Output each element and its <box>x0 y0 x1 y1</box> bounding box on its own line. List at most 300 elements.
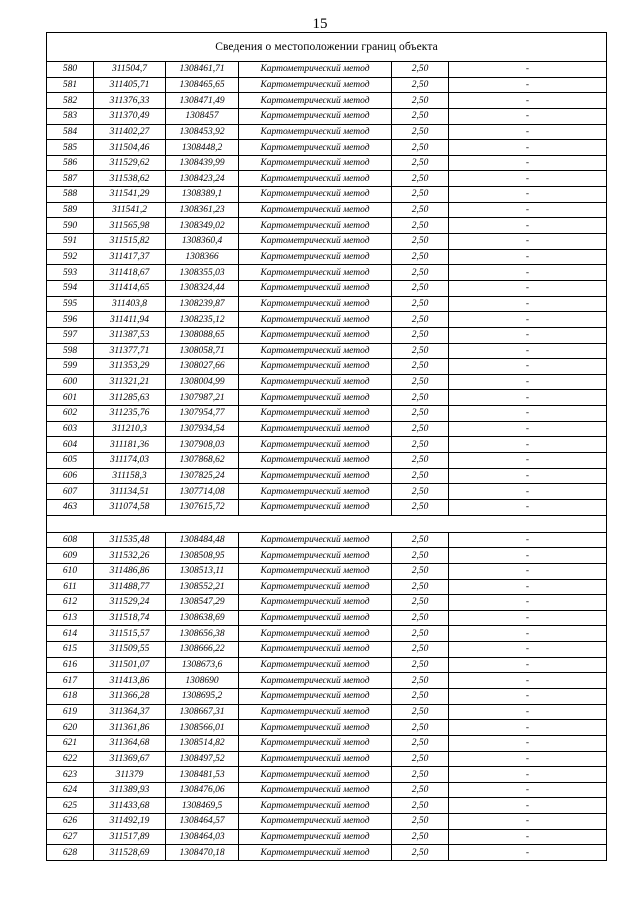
table-row <box>47 563 607 579</box>
precision-cell: 2,50 <box>392 249 449 265</box>
precision-cell: 2,50 <box>392 437 449 453</box>
point-number-cell: 596 <box>47 312 94 328</box>
description-cell: - <box>449 610 607 626</box>
description-cell: - <box>449 453 607 469</box>
point-number-cell: 601 <box>47 390 94 406</box>
precision-cell: 2,50 <box>392 124 449 140</box>
x-coordinate-cell: 311370,49 <box>94 108 166 124</box>
x-coordinate-cell: 311366,28 <box>94 688 166 704</box>
x-coordinate-cell: 311433,68 <box>94 798 166 814</box>
method-cell: Картометрический метод <box>239 374 392 390</box>
table-row <box>47 437 607 453</box>
method-cell: Картометрический метод <box>239 735 392 751</box>
method-cell: Картометрический метод <box>239 296 392 312</box>
table-title: Сведения о местоположении границ объекта <box>47 33 607 62</box>
precision-cell: 2,50 <box>392 187 449 203</box>
y-coordinate-cell: 1308355,03 <box>166 265 239 281</box>
precision-cell: 2,50 <box>392 327 449 343</box>
table-row <box>47 390 607 406</box>
description-cell: - <box>449 421 607 437</box>
table-row <box>47 187 607 203</box>
point-number-cell: 621 <box>47 735 94 751</box>
precision-cell: 2,50 <box>392 390 449 406</box>
point-number-cell: 622 <box>47 751 94 767</box>
precision-cell: 2,50 <box>392 234 449 250</box>
table-row <box>47 327 607 343</box>
point-number-cell: 624 <box>47 782 94 798</box>
x-coordinate-cell: 311389,93 <box>94 782 166 798</box>
x-coordinate-cell: 311509,55 <box>94 642 166 658</box>
y-coordinate-cell: 1307908,03 <box>166 437 239 453</box>
y-coordinate-cell: 1308461,71 <box>166 62 239 78</box>
method-cell: Картометрический метод <box>239 845 392 861</box>
x-coordinate-cell: 311565,98 <box>94 218 166 234</box>
precision-cell: 2,50 <box>392 704 449 720</box>
point-number-cell: 613 <box>47 610 94 626</box>
precision-cell: 2,50 <box>392 642 449 658</box>
method-cell: Картометрический метод <box>239 688 392 704</box>
point-number-cell: 625 <box>47 798 94 814</box>
description-cell: - <box>449 343 607 359</box>
y-coordinate-cell: 1308239,87 <box>166 296 239 312</box>
table-row <box>47 343 607 359</box>
description-cell: - <box>449 187 607 203</box>
table-row <box>47 171 607 187</box>
y-coordinate-cell: 1308656,38 <box>166 626 239 642</box>
precision-cell: 2,50 <box>392 343 449 359</box>
y-coordinate-cell: 1307954,77 <box>166 406 239 422</box>
x-coordinate-cell: 311528,69 <box>94 845 166 861</box>
group-separator-row <box>47 515 607 532</box>
point-number-cell: 615 <box>47 642 94 658</box>
y-coordinate-cell: 1308513,11 <box>166 563 239 579</box>
y-coordinate-cell: 1308471,49 <box>166 93 239 109</box>
point-number-cell: 605 <box>47 453 94 469</box>
y-coordinate-cell: 1308423,24 <box>166 171 239 187</box>
precision-cell: 2,50 <box>392 484 449 500</box>
method-cell: Картометрический метод <box>239 499 392 515</box>
point-number-cell: 620 <box>47 720 94 736</box>
y-coordinate-cell: 1308566,01 <box>166 720 239 736</box>
precision-cell: 2,50 <box>392 202 449 218</box>
point-number-cell: 627 <box>47 829 94 845</box>
description-cell: - <box>449 62 607 78</box>
y-coordinate-cell: 1308360,4 <box>166 234 239 250</box>
description-cell: - <box>449 359 607 375</box>
description-cell: - <box>449 657 607 673</box>
y-coordinate-cell: 1308361,23 <box>166 202 239 218</box>
table-row <box>47 155 607 171</box>
method-cell: Картометрический метод <box>239 93 392 109</box>
x-coordinate-cell: 311402,27 <box>94 124 166 140</box>
precision-cell: 2,50 <box>392 312 449 328</box>
table-row <box>47 657 607 673</box>
point-number-cell: 597 <box>47 327 94 343</box>
precision-cell: 2,50 <box>392 767 449 783</box>
precision-cell: 2,50 <box>392 218 449 234</box>
point-number-cell: 582 <box>47 93 94 109</box>
table-row <box>47 249 607 265</box>
y-coordinate-cell: 1308667,31 <box>166 704 239 720</box>
x-coordinate-cell: 311418,67 <box>94 265 166 281</box>
precision-cell: 2,50 <box>392 610 449 626</box>
y-coordinate-cell: 1308465,65 <box>166 77 239 93</box>
method-cell: Картометрический метод <box>239 548 392 564</box>
description-cell: - <box>449 845 607 861</box>
point-number-cell: 585 <box>47 140 94 156</box>
precision-cell: 2,50 <box>392 579 449 595</box>
table-row <box>47 359 607 375</box>
x-coordinate-cell: 311321,21 <box>94 374 166 390</box>
precision-cell: 2,50 <box>392 406 449 422</box>
description-cell: - <box>449 484 607 500</box>
x-coordinate-cell: 311488,77 <box>94 579 166 595</box>
point-number-cell: 586 <box>47 155 94 171</box>
precision-cell: 2,50 <box>392 155 449 171</box>
method-cell: Картометрический метод <box>239 265 392 281</box>
point-number-cell: 581 <box>47 77 94 93</box>
description-cell: - <box>449 296 607 312</box>
method-cell: Картометрический метод <box>239 202 392 218</box>
x-coordinate-cell: 311403,8 <box>94 296 166 312</box>
description-cell: - <box>449 218 607 234</box>
table-row <box>47 720 607 736</box>
description-cell: - <box>449 249 607 265</box>
description-cell: - <box>449 234 607 250</box>
precision-cell: 2,50 <box>392 453 449 469</box>
boundary-table-container <box>46 32 606 861</box>
description-cell: - <box>449 93 607 109</box>
table-row <box>47 610 607 626</box>
description-cell: - <box>449 595 607 611</box>
point-number-cell: 604 <box>47 437 94 453</box>
table-row <box>47 77 607 93</box>
table-row <box>47 93 607 109</box>
x-coordinate-cell: 311541,29 <box>94 187 166 203</box>
method-cell: Картометрический метод <box>239 421 392 437</box>
method-cell: Картометрический метод <box>239 155 392 171</box>
description-cell: - <box>449 77 607 93</box>
method-cell: Картометрический метод <box>239 171 392 187</box>
point-number-cell: 617 <box>47 673 94 689</box>
x-coordinate-cell: 311174,03 <box>94 453 166 469</box>
point-number-cell: 607 <box>47 484 94 500</box>
table-row <box>47 265 607 281</box>
x-coordinate-cell: 311361,86 <box>94 720 166 736</box>
table-body <box>47 33 607 861</box>
method-cell: Картометрический метод <box>239 280 392 296</box>
x-coordinate-cell: 311417,37 <box>94 249 166 265</box>
method-cell: Картометрический метод <box>239 751 392 767</box>
precision-cell: 2,50 <box>392 296 449 312</box>
page-number: 15 <box>312 16 328 32</box>
table-row <box>47 595 607 611</box>
x-coordinate-cell: 311515,57 <box>94 626 166 642</box>
method-cell: Картометрический метод <box>239 249 392 265</box>
point-number-cell: 623 <box>47 767 94 783</box>
method-cell: Картометрический метод <box>239 704 392 720</box>
description-cell: - <box>449 280 607 296</box>
table-row <box>47 579 607 595</box>
point-number-cell: 612 <box>47 595 94 611</box>
table-row <box>47 626 607 642</box>
x-coordinate-cell: 311364,68 <box>94 735 166 751</box>
description-cell: - <box>449 673 607 689</box>
precision-cell: 2,50 <box>392 93 449 109</box>
point-number-cell: 616 <box>47 657 94 673</box>
precision-cell: 2,50 <box>392 499 449 515</box>
table-row <box>47 814 607 830</box>
x-coordinate-cell: 311517,89 <box>94 829 166 845</box>
method-cell: Картометрический метод <box>239 782 392 798</box>
precision-cell: 2,50 <box>392 532 449 548</box>
point-number-cell: 628 <box>47 845 94 861</box>
table-row <box>47 202 607 218</box>
precision-cell: 2,50 <box>392 140 449 156</box>
description-cell: - <box>449 171 607 187</box>
description-cell: - <box>449 579 607 595</box>
x-coordinate-cell: 311387,53 <box>94 327 166 343</box>
point-number-cell: 619 <box>47 704 94 720</box>
description-cell: - <box>449 155 607 171</box>
point-number-cell: 587 <box>47 171 94 187</box>
x-coordinate-cell: 311364,37 <box>94 704 166 720</box>
x-coordinate-cell: 311158,3 <box>94 468 166 484</box>
y-coordinate-cell: 1308552,21 <box>166 579 239 595</box>
table-row <box>47 108 607 124</box>
x-coordinate-cell: 311405,71 <box>94 77 166 93</box>
table-row <box>47 798 607 814</box>
method-cell: Картометрический метод <box>239 390 392 406</box>
description-cell: - <box>449 108 607 124</box>
table-row <box>47 829 607 845</box>
point-number-cell: 608 <box>47 532 94 548</box>
description-cell: - <box>449 437 607 453</box>
description-cell: - <box>449 563 607 579</box>
x-coordinate-cell: 311210,3 <box>94 421 166 437</box>
x-coordinate-cell: 311379 <box>94 767 166 783</box>
description-cell: - <box>449 548 607 564</box>
y-coordinate-cell: 1308366 <box>166 249 239 265</box>
method-cell: Картометрический метод <box>239 798 392 814</box>
method-cell: Картометрический метод <box>239 767 392 783</box>
table-row <box>47 468 607 484</box>
x-coordinate-cell: 311411,94 <box>94 312 166 328</box>
point-number-cell: 606 <box>47 468 94 484</box>
table-title-row <box>47 33 607 62</box>
y-coordinate-cell: 1307868,62 <box>166 453 239 469</box>
method-cell: Картометрический метод <box>239 579 392 595</box>
point-number-cell: 580 <box>47 62 94 78</box>
table-row <box>47 548 607 564</box>
table-row <box>47 312 607 328</box>
y-coordinate-cell: 1308514,82 <box>166 735 239 751</box>
y-coordinate-cell: 1308481,53 <box>166 767 239 783</box>
precision-cell: 2,50 <box>392 374 449 390</box>
x-coordinate-cell: 311486,86 <box>94 563 166 579</box>
description-cell: - <box>449 532 607 548</box>
y-coordinate-cell: 1308695,2 <box>166 688 239 704</box>
description-cell: - <box>449 829 607 845</box>
point-number-cell: 611 <box>47 579 94 595</box>
precision-cell: 2,50 <box>392 720 449 736</box>
point-number-cell: 584 <box>47 124 94 140</box>
method-cell: Картометрический метод <box>239 327 392 343</box>
y-coordinate-cell: 1308457 <box>166 108 239 124</box>
y-coordinate-cell: 1308464,57 <box>166 814 239 830</box>
precision-cell: 2,50 <box>392 563 449 579</box>
method-cell: Картометрический метод <box>239 453 392 469</box>
x-coordinate-cell: 311413,86 <box>94 673 166 689</box>
description-cell: - <box>449 202 607 218</box>
y-coordinate-cell: 1308666,22 <box>166 642 239 658</box>
boundary-coordinates-table <box>46 32 607 861</box>
description-cell: - <box>449 798 607 814</box>
point-number-cell: 591 <box>47 234 94 250</box>
precision-cell: 2,50 <box>392 265 449 281</box>
table-row <box>47 62 607 78</box>
y-coordinate-cell: 1308088,65 <box>166 327 239 343</box>
x-coordinate-cell: 311529,24 <box>94 595 166 611</box>
description-cell: - <box>449 782 607 798</box>
x-coordinate-cell: 311529,62 <box>94 155 166 171</box>
method-cell: Картометрический метод <box>239 108 392 124</box>
table-row <box>47 673 607 689</box>
x-coordinate-cell: 311376,33 <box>94 93 166 109</box>
method-cell: Картометрический метод <box>239 720 392 736</box>
description-cell: - <box>449 767 607 783</box>
x-coordinate-cell: 311504,46 <box>94 140 166 156</box>
point-number-cell: 583 <box>47 108 94 124</box>
x-coordinate-cell: 311541,2 <box>94 202 166 218</box>
point-number-cell: 463 <box>47 499 94 515</box>
x-coordinate-cell: 311377,71 <box>94 343 166 359</box>
description-cell: - <box>449 406 607 422</box>
method-cell: Картометрический метод <box>239 187 392 203</box>
x-coordinate-cell: 311504,7 <box>94 62 166 78</box>
table-row <box>47 688 607 704</box>
precision-cell: 2,50 <box>392 108 449 124</box>
method-cell: Картометрический метод <box>239 829 392 845</box>
precision-cell: 2,50 <box>392 657 449 673</box>
table-row <box>47 845 607 861</box>
point-number-cell: 594 <box>47 280 94 296</box>
table-row <box>47 499 607 515</box>
y-coordinate-cell: 1307987,21 <box>166 390 239 406</box>
method-cell: Картометрический метод <box>239 532 392 548</box>
y-coordinate-cell: 1308470,18 <box>166 845 239 861</box>
x-coordinate-cell: 311532,26 <box>94 548 166 564</box>
method-cell: Картометрический метод <box>239 343 392 359</box>
method-cell: Картометрический метод <box>239 62 392 78</box>
precision-cell: 2,50 <box>392 814 449 830</box>
method-cell: Картометрический метод <box>239 218 392 234</box>
method-cell: Картометрический метод <box>239 673 392 689</box>
x-coordinate-cell: 311538,62 <box>94 171 166 187</box>
description-cell: - <box>449 688 607 704</box>
table-row <box>47 296 607 312</box>
precision-cell: 2,50 <box>392 798 449 814</box>
precision-cell: 2,50 <box>392 673 449 689</box>
point-number-cell: 610 <box>47 563 94 579</box>
precision-cell: 2,50 <box>392 782 449 798</box>
point-number-cell: 618 <box>47 688 94 704</box>
point-number-cell: 588 <box>47 187 94 203</box>
y-coordinate-cell: 1308638,69 <box>166 610 239 626</box>
point-number-cell: 602 <box>47 406 94 422</box>
description-cell: - <box>449 735 607 751</box>
description-cell: - <box>449 374 607 390</box>
x-coordinate-cell: 311369,67 <box>94 751 166 767</box>
precision-cell: 2,50 <box>392 735 449 751</box>
precision-cell: 2,50 <box>392 468 449 484</box>
y-coordinate-cell: 1308058,71 <box>166 343 239 359</box>
point-number-cell: 589 <box>47 202 94 218</box>
method-cell: Картометрический метод <box>239 642 392 658</box>
precision-cell: 2,50 <box>392 548 449 564</box>
y-coordinate-cell: 1308547,29 <box>166 595 239 611</box>
table-row <box>47 218 607 234</box>
point-number-cell: 626 <box>47 814 94 830</box>
table-row <box>47 735 607 751</box>
method-cell: Картометрический метод <box>239 563 392 579</box>
table-row <box>47 751 607 767</box>
table-row <box>47 374 607 390</box>
precision-cell: 2,50 <box>392 595 449 611</box>
table-row <box>47 234 607 250</box>
point-number-cell: 593 <box>47 265 94 281</box>
method-cell: Картометрический метод <box>239 626 392 642</box>
table-row <box>47 453 607 469</box>
description-cell: - <box>449 751 607 767</box>
y-coordinate-cell: 1308476,06 <box>166 782 239 798</box>
x-coordinate-cell: 311518,74 <box>94 610 166 626</box>
method-cell: Картометрический метод <box>239 468 392 484</box>
precision-cell: 2,50 <box>392 845 449 861</box>
y-coordinate-cell: 1308349,02 <box>166 218 239 234</box>
method-cell: Картометрический метод <box>239 610 392 626</box>
y-coordinate-cell: 1307615,72 <box>166 499 239 515</box>
precision-cell: 2,50 <box>392 421 449 437</box>
point-number-cell: 614 <box>47 626 94 642</box>
table-row <box>47 782 607 798</box>
y-coordinate-cell: 1308324,44 <box>166 280 239 296</box>
x-coordinate-cell: 311235,76 <box>94 406 166 422</box>
description-cell: - <box>449 140 607 156</box>
method-cell: Картометрический метод <box>239 437 392 453</box>
x-coordinate-cell: 311181,36 <box>94 437 166 453</box>
point-number-cell: 592 <box>47 249 94 265</box>
y-coordinate-cell: 1308027,66 <box>166 359 239 375</box>
x-coordinate-cell: 311515,82 <box>94 234 166 250</box>
y-coordinate-cell: 1307825,24 <box>166 468 239 484</box>
method-cell: Картометрический метод <box>239 312 392 328</box>
x-coordinate-cell: 311134,51 <box>94 484 166 500</box>
y-coordinate-cell: 1308389,1 <box>166 187 239 203</box>
description-cell: - <box>449 499 607 515</box>
table-row <box>47 642 607 658</box>
x-coordinate-cell: 311285,63 <box>94 390 166 406</box>
y-coordinate-cell: 1308453,92 <box>166 124 239 140</box>
table-row <box>47 280 607 296</box>
table-row <box>47 767 607 783</box>
description-cell: - <box>449 704 607 720</box>
x-coordinate-cell: 311353,29 <box>94 359 166 375</box>
method-cell: Картометрический метод <box>239 140 392 156</box>
method-cell: Картометрический метод <box>239 484 392 500</box>
method-cell: Картометрический метод <box>239 77 392 93</box>
y-coordinate-cell: 1308004,99 <box>166 374 239 390</box>
